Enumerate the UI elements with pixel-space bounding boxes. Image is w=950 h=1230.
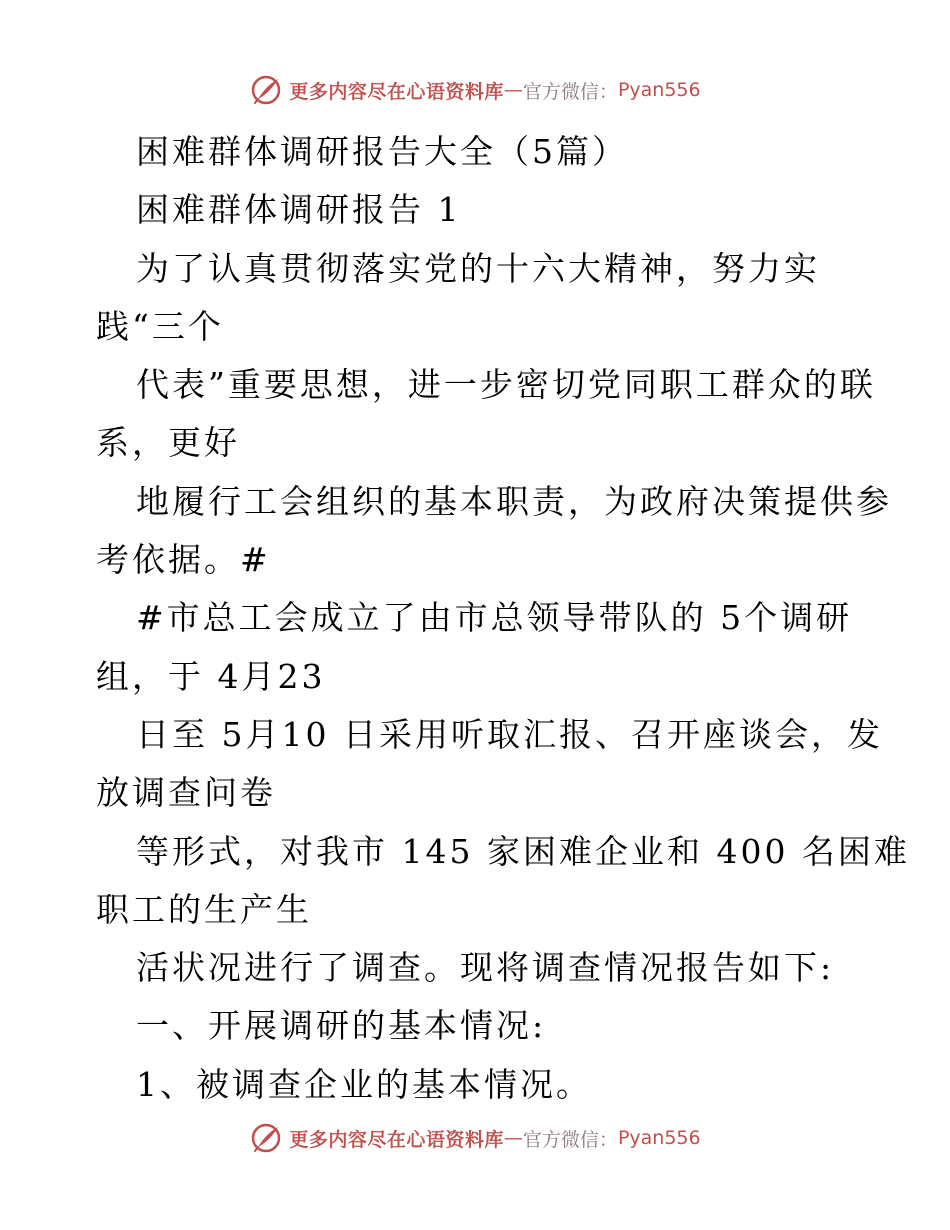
- text-line: 系，更好: [96, 423, 240, 463]
- document-title: 困难群体调研报告大全（5篇）: [136, 132, 628, 171]
- watermark-account: Pyan556: [617, 1127, 701, 1149]
- watermark-footer: [0, 1118, 950, 1158]
- watermark-header: [0, 70, 950, 110]
- text-line: #市总工会成立了由市总领导带队的 5个调研: [136, 598, 853, 638]
- text-line: 放调查问卷: [96, 773, 276, 813]
- text-line: 组，于 4月23: [96, 656, 326, 696]
- text-line: 考依据。#: [96, 540, 271, 580]
- watermark-account: Pyan556: [617, 79, 701, 101]
- watermark-label: 官方微信：: [522, 1128, 618, 1151]
- watermark-dash: —: [503, 1127, 523, 1149]
- text-line: 职工的生产生: [96, 889, 312, 929]
- text-line: 等形式，对我市 145 家困难企业和 400 名困难: [136, 831, 910, 871]
- text-line: 为了认真贯彻落实党的十六大精神，努力实: [136, 248, 820, 288]
- watermark-label: 官方微信：: [522, 80, 618, 103]
- watermark-dash: —: [503, 79, 523, 101]
- section-heading: 困难群体调研报告 1: [136, 190, 462, 230]
- text-line: 地履行工会组织的基本职责，为政府决策提供参: [136, 481, 892, 521]
- subsection-heading: 1、被调查企业的基本情况。: [136, 1064, 592, 1104]
- watermark-site: 更多内容尽在心语资料库: [289, 1128, 504, 1151]
- text-line: 活状况进行了调查。现将调查情况报告如下:: [136, 948, 835, 988]
- text-line: 日至 5月10 日采用听取汇报、召开座谈会，发: [136, 714, 883, 754]
- feather-pen-circle-icon: [249, 73, 283, 107]
- watermark-site: 更多内容尽在心语资料库: [289, 80, 504, 103]
- subsection-heading: 一、开展调研的基本情况:: [136, 1006, 547, 1046]
- feather-pen-circle-icon: [249, 1121, 283, 1155]
- document-body: [96, 123, 910, 1114]
- text-line: 践“三个: [96, 306, 224, 346]
- text-line: 代表”重要思想，进一步密切党同职工群众的联: [136, 365, 876, 405]
